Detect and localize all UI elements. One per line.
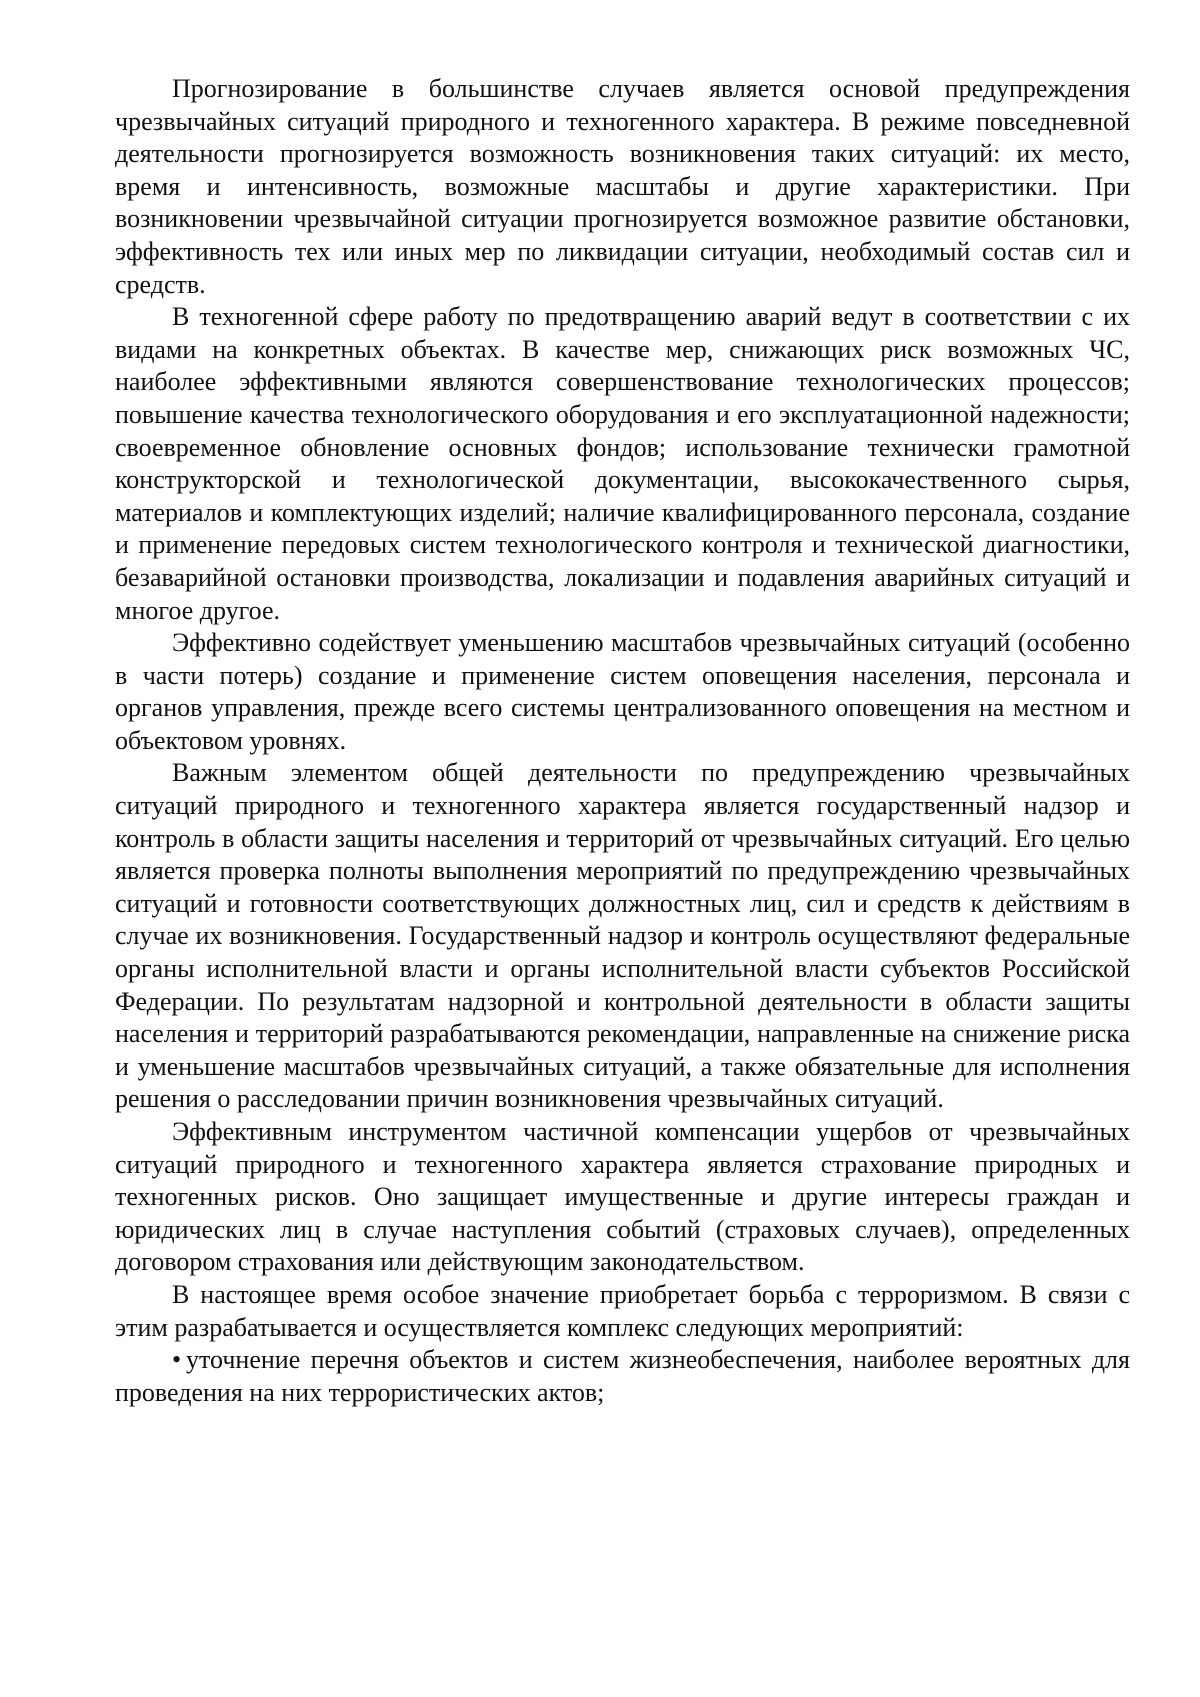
paragraph-technogenic-prevention: В техногенной сфере работу по предотвращению аварий ведут в соответствии с их видами на конкретных объектах. В качестве мер, снижающих риск возможных ЧС, наиболее эффективными являются совершенствование технологических процессов; повышение качества технологического оборудования и его эксплуатационной надежности; своевременное обновление основных фондов; использование технически грамотной конструкторской и технологической документации, высококачественного сырья, материалов и комплектующих изделий; наличие квалифицированного персонала, создание и применение передовых систем технологического контроля и технической диагностики, безаварийной остановки производства, локализации и подавления аварийных ситуаций и многое другое. [115, 302, 1130, 625]
paragraph-state-supervision: Важным элементом общей деятельности по предупреждению чрезвычайных ситуаций природного и техногенного характера является государственный надзор и контроль в области защиты населения и территорий от чрезвычайных ситуаций. Его целью является проверка полноты выполнения мероприятий по предупреждению чрезвычайных ситуаций и готовности соответствующих должностных лиц, сил и средств к действиям в случае их возникновения. Государственный надзор и контроль осуществляют федеральные органы исполнительной власти и органы исполнительной власти субъектов Российской Федерации. По результатам надзорной и контрольной деятельности в области защиты населения и территорий разрабатываются рекомендации, направленные на снижение риска и уменьшение масштабов чрезвычайных ситуаций, а также обязательные для исполнения решения о расследовании причин возникновения чрезвычайных ситуаций. [115, 758, 1130, 1114]
paragraph-insurance: Эффективным инструментом частичной компенсации ущербов от чрезвычайных ситуаций природного и техногенного характера является страхование природных и техногенных рисков. Оно защищает имущественные и другие интересы граждан и юридических лиц в случае наступления событий (страховых случаев), определенных договором страхования или действующим законодательством. [115, 1117, 1130, 1277]
bullet-marker: • [172, 1345, 182, 1375]
bullet-text: уточнение перечня объектов и систем жизнеобеспечения, наиболее вероятных для проведения на них террористических актов; [115, 1345, 1130, 1407]
bullet-list-item [115, 1344, 1130, 1409]
paragraph-terrorism: В настоящее время особое значение приобретает борьба с терроризмом. В связи с этим разрабатывается и осуществляется комплекс следующих мероприятий: [115, 1279, 1130, 1342]
paragraph-warning-systems: Эффективно содействует уменьшению масштабов чрезвычайных ситуаций (особенно в части потерь) создание и применение систем оповещения населения, персонала и органов управления, прежде всего системы централизованного оповещения на местном и объектовом уровнях. [115, 628, 1130, 755]
document-page [115, 73, 1130, 1409]
paragraph-forecasting: Прогнозирование в большинстве случаев является основой предупреждения чрезвычайных ситуаций природного и техногенного характера. В режиме повседневной деятельности прогнозируется возможность возникновения таких ситуаций: их место, время и интенсивность, возможные масштабы и другие характеристики. При возникновении чрезвычайной ситуации прогнозируется возможное развитие обстановки, эффективность тех или иных мер по ликвидации ситуации, необходимый состав сил и средств. [115, 74, 1130, 299]
